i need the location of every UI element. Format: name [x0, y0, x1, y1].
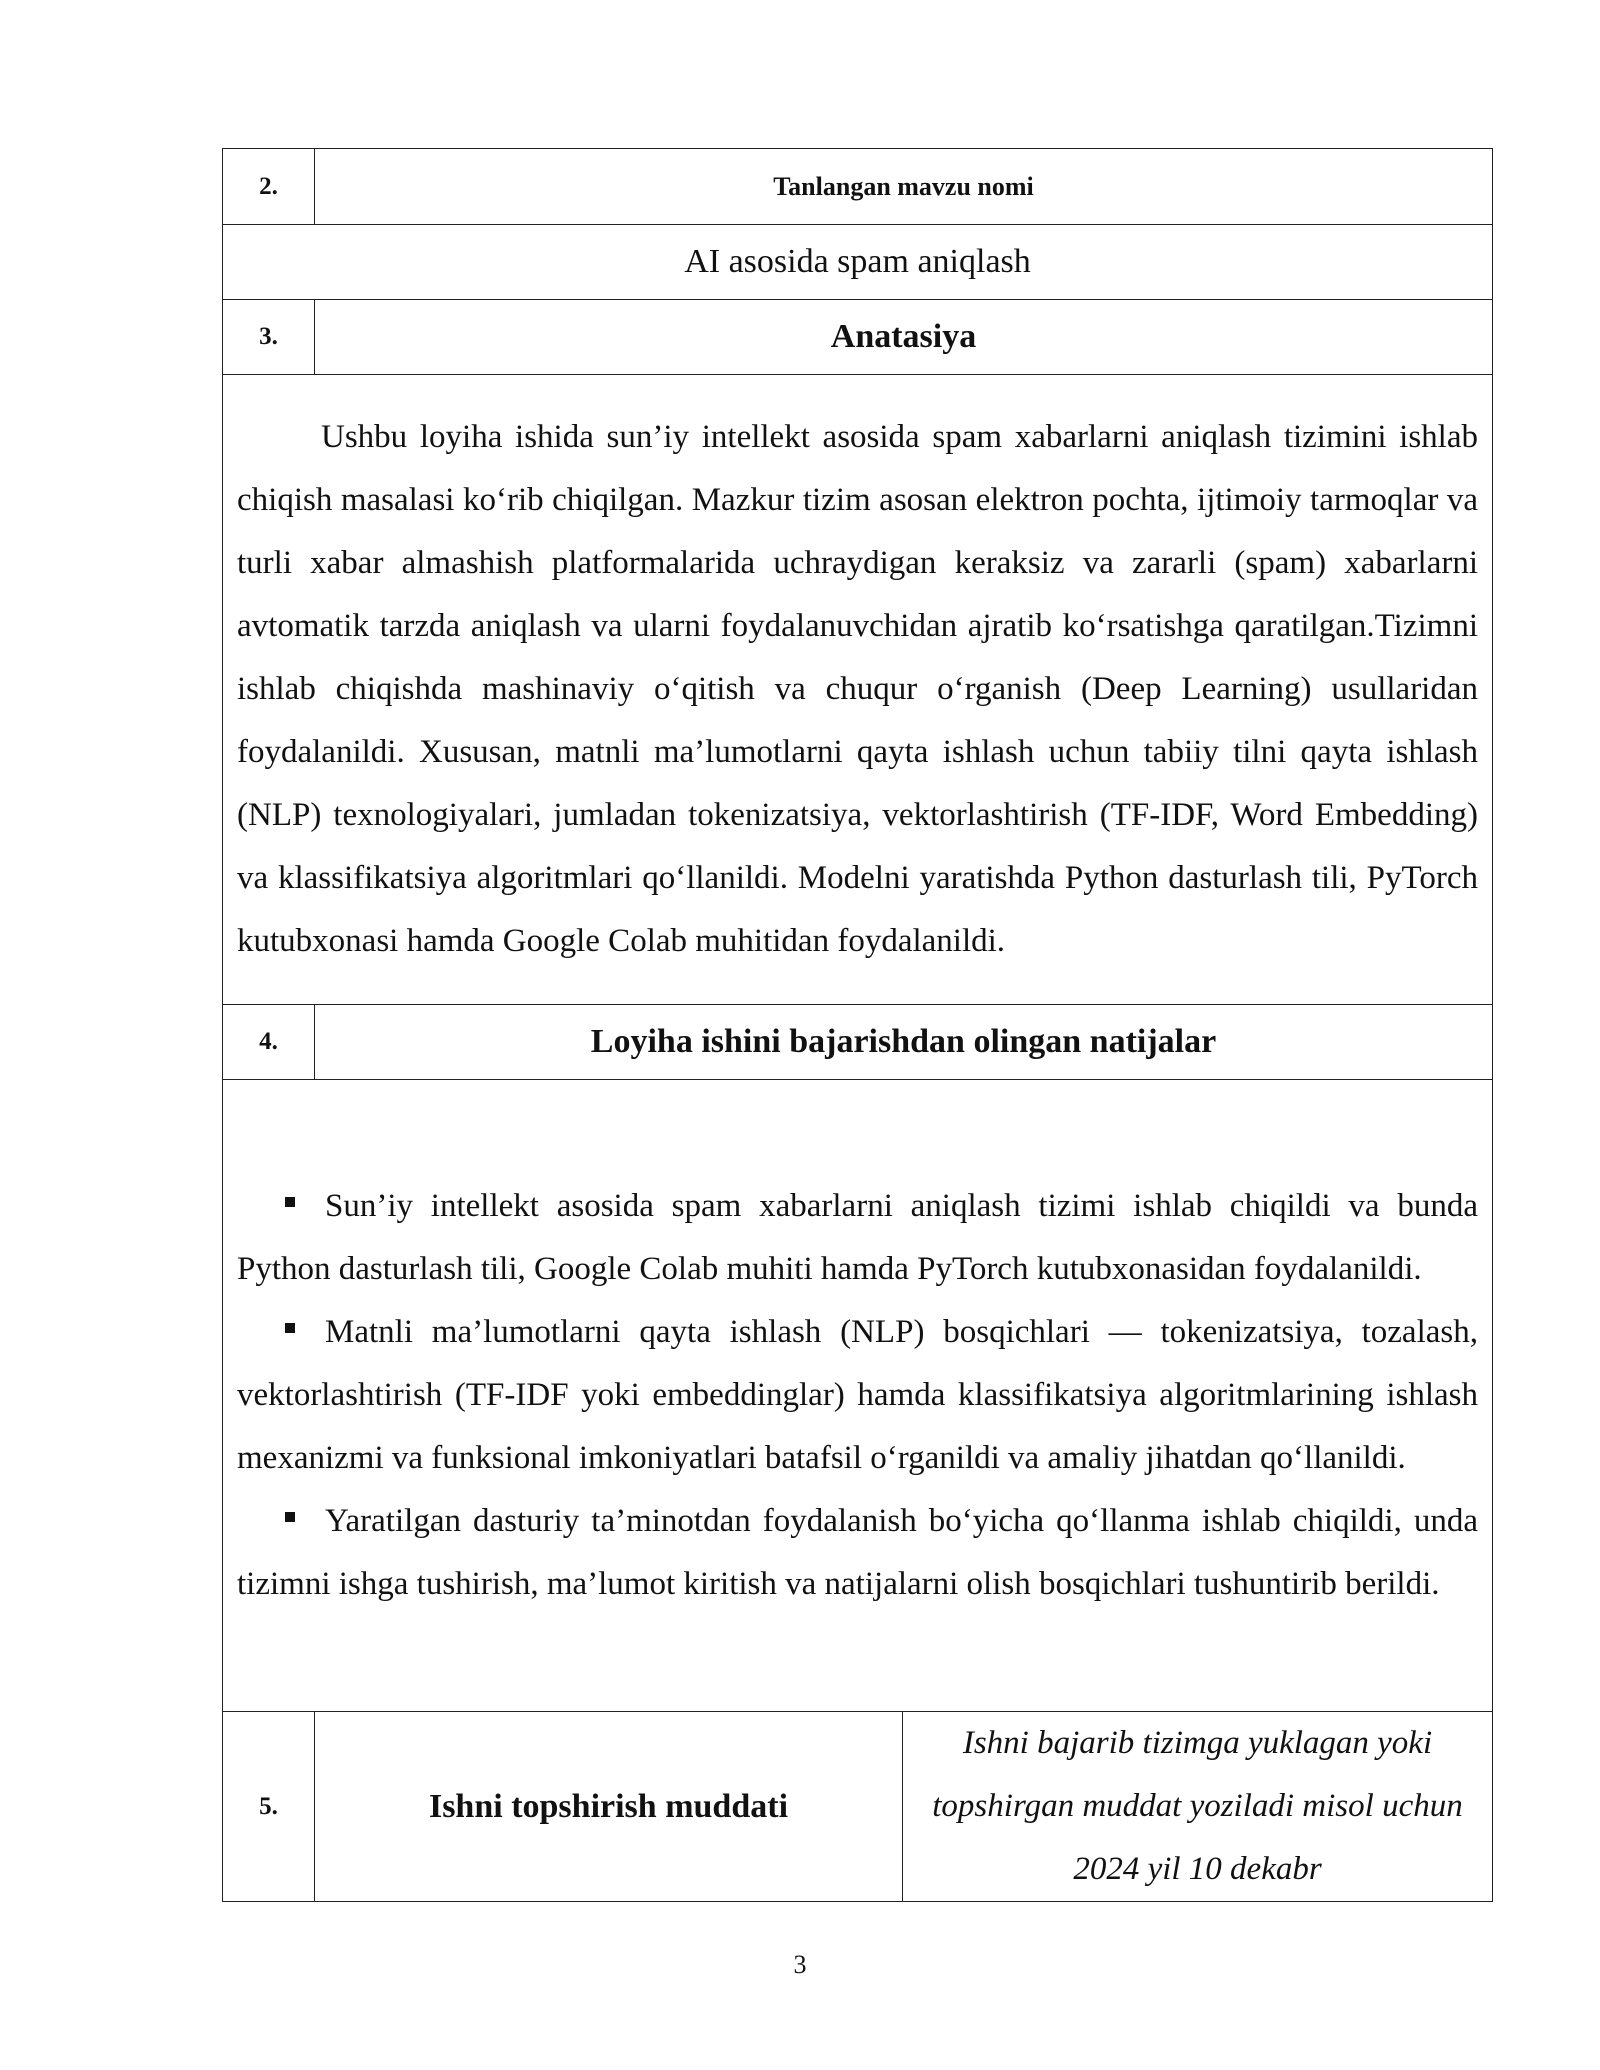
row-number: 5. — [223, 1712, 315, 1902]
bullet-square-icon — [285, 1512, 295, 1522]
page-number: 3 — [793, 1950, 807, 1979]
deadline-note: Ishni bajarib tizimga yuklagan yoki topshirgan muddat yoziladi misol uchun 2024 yil 10 dekabr — [903, 1712, 1493, 1902]
topic-value: AI asosida spam aniqlash — [223, 225, 1493, 300]
annotation-body-row — [223, 375, 1493, 1005]
bullet-square-icon — [285, 1323, 295, 1333]
bullet-square-icon — [285, 1197, 295, 1207]
row-number: 3. — [223, 300, 315, 375]
row-number: 4. — [223, 1005, 315, 1080]
result-item-text: Matnli ma’lumotlarni qayta ishlash (NLP) bosqichlari — tokenizatsiya, tozalash, vektorlashtirish (TF-IDF yoki embeddinglar) hamda klassifikatsiya algoritmlarining ishlash mexanizmi va funksional imkoniyatlari batafsil o‘rganildi va amaliy jihatdan qo‘llanildi. — [237, 1314, 1478, 1476]
topic-value-row — [223, 225, 1493, 300]
deadline-title: Ishni topshirish muddati — [315, 1712, 903, 1902]
topic-header-row — [223, 149, 1493, 225]
results-header-title: Loyiha ishini bajarishdan olingan natijalar — [315, 1005, 1493, 1080]
annotation-header-title: Anatasiya — [315, 300, 1493, 375]
annotation-text: Ushbu loyiha ishida sun’iy intellekt asosida spam xabarlarni aniqlash tizimini ishlab chiqish masalasi ko‘rib chiqilgan. Mazkur tizim asosan elektron pochta, ijtimoiy tarmoqlar va turli xabar almashish platformalarida uchraydigan keraksiz va zararli (spam) xabarlarni avtomatik tarzda aniqlash va ularni foydalanuvchidan ajratib ko‘rsatishga qaratilgan.Tizimni ishlab chiqishda mashinaviy o‘qitish va chuqur o‘rganish (Deep Learning) usullaridan foydalanildi. Xususan, matnli ma’lumotlarni qayta ishlash uchun tabiiy tilni qayta ishlash (NLP) texnologiyalari, jumladan tokenizatsiya, vektorlashtirish (TF-IDF, Word Embedding) va klassifikatsiya algoritmlari qo‘llanildi. Modelni yaratishda Python dasturlash tili, PyTorch kutubxonasi hamda Google Colab muhitidan foydalanildi. — [237, 419, 1478, 959]
topic-header-title: Tanlangan mavzu nomi — [315, 149, 1493, 225]
row-number: 2. — [223, 149, 315, 225]
result-item — [237, 1490, 1478, 1616]
results-header-row — [223, 1005, 1493, 1080]
result-item-text: Yaratilgan dasturiy ta’minotdan foydalanish bo‘yicha qo‘llanma ishlab chiqildi, unda tizimni ishga tushirish, ma’lumot kiritish va natijalarni olish bosqichlari tushuntirib berildi. — [237, 1503, 1478, 1602]
deadline-row — [223, 1712, 1493, 1902]
result-item — [237, 1301, 1478, 1490]
results-body-cell — [223, 1080, 1493, 1712]
result-item-text: Sun’iy intellekt asosida spam xabarlarni aniqlash tizimi ishlab chiqildi va bunda Python dasturlash tili, Google Colab muhiti hamda PyTorch kutubxonasidan foydalanildi. — [237, 1188, 1478, 1287]
results-body-row — [223, 1080, 1493, 1712]
annotation-body-cell — [223, 375, 1493, 1005]
project-info-table — [222, 148, 1493, 1902]
result-item — [237, 1175, 1478, 1301]
annotation-header-row — [223, 300, 1493, 375]
